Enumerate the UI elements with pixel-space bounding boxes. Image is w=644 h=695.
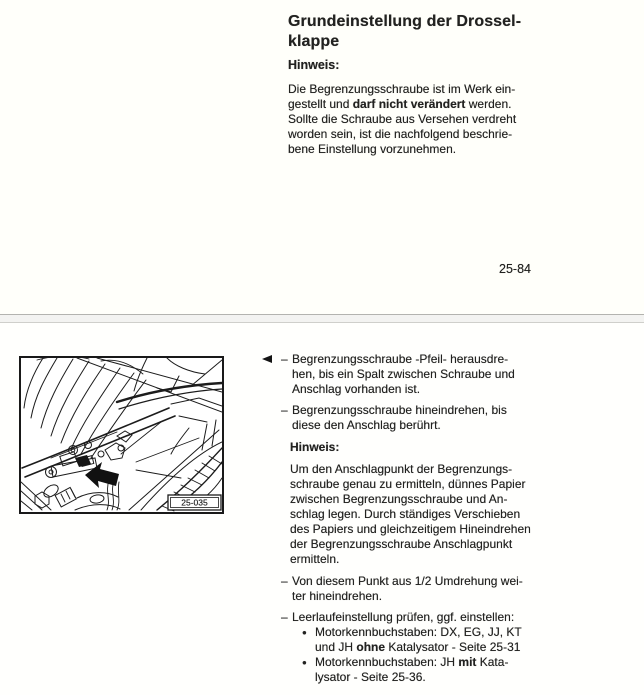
bullet-item-1: [281, 352, 635, 397]
bold-phrase: ohne: [356, 640, 386, 654]
line: werden.: [465, 97, 512, 111]
note-heading: Hinweis:: [290, 440, 340, 454]
line: Die Begrenzungsschraube ist im Werk ein-: [288, 82, 516, 96]
line: des Papiers und gleichzeitigem Hineindrehen: [290, 522, 531, 536]
sub-bullet-dot-icon: ●: [302, 658, 307, 667]
bullet-dash: –: [281, 352, 288, 366]
page-divider: [0, 314, 644, 323]
bullet-item-4: [281, 610, 635, 685]
bullet-text: [292, 574, 635, 604]
line: hen, bis ein Spalt zwischen Schraube und: [292, 367, 515, 381]
line: Um den Anschlagpunkt der Begrenzungs-: [290, 462, 513, 476]
sub-bullet-text: [315, 625, 635, 655]
sub-bullet-text: [315, 655, 635, 685]
title-line-2: klappe: [288, 33, 340, 50]
line: Begrenzungsschraube hineindrehen, bis: [292, 403, 507, 417]
line: Leerlaufeinstellung prüfen, ggf. einstellen:: [292, 610, 515, 624]
line: Motorkennbuchstaben: DX, EG, JJ, KT: [315, 625, 522, 639]
page-number: 25-84: [499, 262, 531, 276]
line: der Begrenzungsschraube Anschlagpunkt: [290, 537, 513, 551]
line: diese den Anschlag berührt.: [292, 418, 441, 432]
sub-bullet-2: [302, 655, 635, 685]
line: Von diesem Punkt aus 1/2 Umdrehung wei-: [292, 574, 523, 588]
bullet-text: [292, 403, 635, 433]
line: worden sein, ist die nachfolgend beschrie-: [288, 127, 513, 141]
sub-bullet-dot-icon: ●: [302, 628, 307, 637]
title-line-1: Grundeinstellung der Drossel-: [288, 13, 522, 30]
bullet-item-3: [281, 574, 635, 604]
bottom-text-column: [281, 352, 635, 685]
page-bottom: [0, 323, 644, 695]
procedure-paragraph: [290, 462, 635, 567]
line: Anschlag vorhanden ist.: [292, 382, 421, 396]
page-top: [0, 0, 644, 314]
bold-phrase: darf nicht verändert: [352, 97, 466, 111]
line: Katalysator - Seite 25-31: [385, 640, 521, 654]
line: und JH: [315, 640, 357, 654]
line: Motorkennbuchstaben: JH: [315, 655, 459, 669]
line: Begrenzungsschraube -Pfeil- herausdre-: [292, 352, 509, 366]
line: gestellt und: [288, 97, 353, 111]
line: lysator - Seite 25-36.: [315, 670, 426, 684]
section-title: [288, 12, 548, 52]
bullet-text: [292, 352, 635, 397]
line: schlag legen. Durch ständiges Verschieben: [290, 507, 521, 521]
figure-pointer-icon: [262, 355, 272, 363]
sub-bullet-1: [302, 625, 635, 655]
engine-line-drawing-image: [21, 358, 222, 512]
line: Kata-: [476, 655, 509, 669]
line: ermitteln.: [290, 552, 340, 566]
top-text-column: [288, 12, 548, 157]
line: schraube genau zu ermitteln, dünnes Papier: [290, 477, 526, 491]
bullet-dash: –: [281, 403, 288, 417]
bullet-item-2: [281, 403, 635, 433]
bullet-dash: –: [281, 610, 288, 624]
pfeil-arrow-icon: [85, 462, 119, 488]
line: Sollte die Schraube aus Versehen verdreht: [288, 112, 517, 126]
line: bene Einstellung vorzunehmen.: [288, 142, 457, 156]
line: ter hineindrehen.: [292, 589, 383, 603]
figure-number-label: 25-035: [181, 497, 208, 508]
intro-paragraph: [288, 82, 548, 157]
bold-phrase: mit: [458, 655, 477, 669]
line: zwischen Begrenzungsschraube und An-: [290, 492, 508, 506]
note-heading: Hinweis:: [288, 58, 340, 72]
engine-illustration-figure: [19, 356, 224, 514]
bullet-dash: –: [281, 574, 288, 588]
bullet-text: [292, 610, 635, 685]
